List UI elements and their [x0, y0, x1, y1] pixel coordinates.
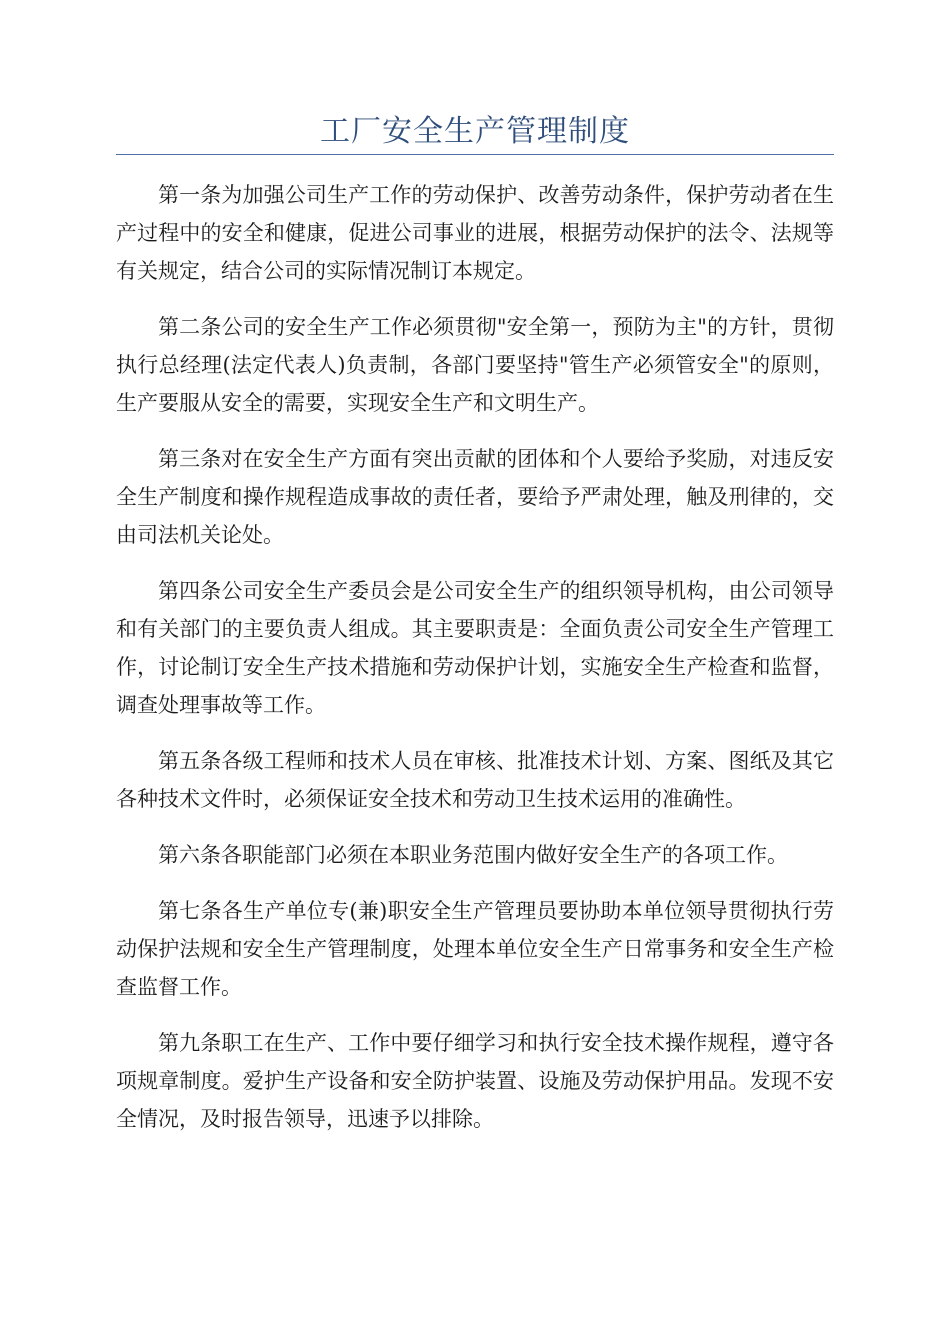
- article-5-paragraph: 第五条各级工程师和技术人员在审核、批准技术计划、方案、图纸及其它各种技术文件时，必须保证安全技术和劳动卫生技术运用的准确性。: [116, 749, 834, 811]
- article-1-paragraph: 第一条为加强公司生产工作的劳动保护、改善劳动条件，保护劳动者在生产过程中的安全和健康，促进公司事业的进展，根据劳动保护的法令、法规等有关规定，结合公司的实际情况制订本规定。: [116, 183, 834, 283]
- article-6-paragraph: 第六条各职能部门必须在本职业务范围内做好安全生产的各项工作。: [158, 843, 788, 867]
- document-body: [116, 176, 834, 1156]
- article-3-paragraph: 第三条对在安全生产方面有突出贡献的团体和个人要给予奖励，对违反安全生产制度和操作规程造成事故的责任者，要给予严肃处理，触及刑律的，交由司法机关论处。: [116, 447, 834, 547]
- article-2-paragraph: 第二条公司的安全生产工作必须贯彻"安全第一，预防为主"的方针，贯彻执行总经理(法定代表人)负责制，各部门要坚持"管生产必须管安全"的原则，生产要服从安全的需要，实现安全生产和文明生产。: [116, 315, 834, 415]
- document-title: 工厂安全生产管理制度: [320, 114, 630, 149]
- article-9-paragraph: 第九条职工在生产、工作中要仔细学习和执行安全技术操作规程，遵守各项规章制度。爱护生产设备和安全防护装置、设施及劳动保护用品。发现不安全情况，及时报告领导，迅速予以排除。: [116, 1031, 834, 1131]
- article-4-paragraph: 第四条公司安全生产委员会是公司安全生产的组织领导机构，由公司领导和有关部门的主要负责人组成。其主要职责是：全面负责公司安全生产管理工作，讨论制订安全生产技术措施和劳动保护计划，实施安全生产检查和监督，调查处理事故等工作。: [116, 579, 834, 717]
- title-underline: [116, 154, 834, 155]
- article-7-paragraph: 第七条各生产单位专(兼)职安全生产管理员要协助本单位领导贯彻执行劳动保护法规和安全生产管理制度，处理本单位安全生产日常事务和安全生产检查监督工作。: [116, 899, 834, 999]
